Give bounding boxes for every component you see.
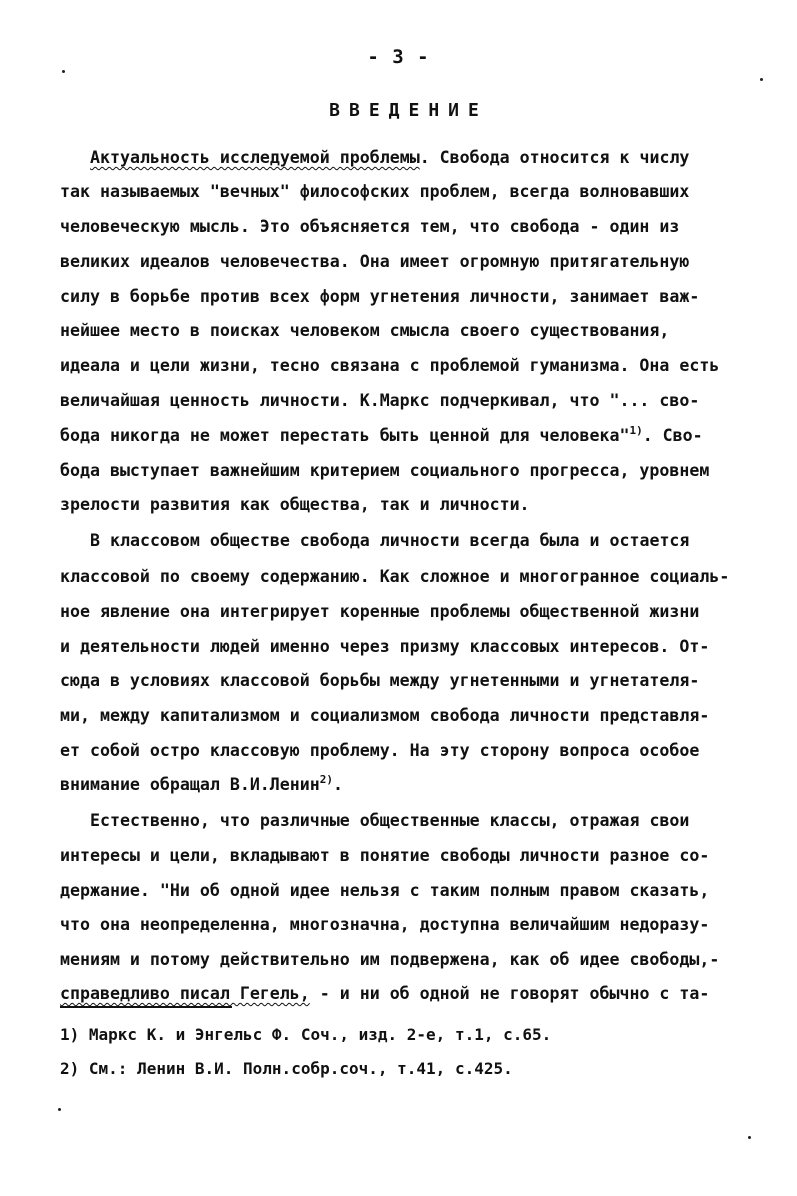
footnote-2: 2) См.: Ленин В.И. Полн.собр.соч., т.41, с.425. <box>60 1059 513 1078</box>
text-line: интересы и цели, вкладывают в понятие свободы личности разное со- <box>60 846 710 865</box>
text-line: нейшее место в поисках человеком смысла своего существования, <box>60 321 670 340</box>
speck <box>760 78 763 81</box>
text-line: что она неопределенна, многозначна, доступна величайшим недоразу- <box>60 915 710 934</box>
page-number: - 3 - <box>367 46 430 68</box>
text-span: бода никогда не может перестать быть ценной для человека" <box>60 426 630 445</box>
speck <box>62 70 65 73</box>
footnote-rule <box>60 1006 232 1008</box>
text-line: бода выступает важнейшим критерием социального прогресса, уровнем <box>60 461 710 480</box>
text-line: и деятельности людей именно через призму классовых интересов. От- <box>60 637 710 656</box>
text-line: зрелости развития как общества, так и личности. <box>60 495 530 514</box>
text-span: . Свобода относится к числу <box>419 148 690 167</box>
speck <box>58 1108 61 1111</box>
text-line <box>60 419 750 453</box>
text-line: человеческую мысль. Это объясняется тем, что свобода - один из <box>60 217 680 236</box>
text-line: величайшая ценность личности. К.Маркс подчеркивал, что "... сво- <box>60 391 700 410</box>
text-line: силу в борьбе против всех форм угнетения личности, занимает важ- <box>60 287 700 306</box>
text-line: ное явление она интегрирует коренные проблемы общественной жизни <box>60 602 700 621</box>
text-line: ми, между капитализмом и социализмом свобода личности представля- <box>60 706 710 725</box>
text-line: держание. "Ни об одной идее нельзя с таким полным правом сказать, <box>60 881 710 900</box>
text-line: Естественно, что различные общественные классы, отражая свои <box>90 811 690 830</box>
footnote-1: 1) Маркс К. и Энгельс Ф. Соч., изд. 2-е, т.1, с.65. <box>60 1025 552 1044</box>
text-line: великих идеалов человечества. Она имеет огромную притягательную <box>60 252 690 271</box>
text-line: В классовом обществе свобода личности всегда была и остается <box>90 531 690 550</box>
footnote-ref: 1) <box>629 424 643 437</box>
text-line: сюда в условиях классовой борьбы между угнетенными и угнетателя- <box>60 671 700 690</box>
text-line: мениям и потому действительно им подвержена, как об идее свободы,- <box>60 950 720 969</box>
page-title: ВВЕДЕНИЕ <box>329 100 488 121</box>
text-line: классовой по своему содержанию. Как сложное и многогранное социаль- <box>60 567 730 586</box>
text-line: так называемых "вечных" философских проблем, всегда волновавших <box>60 182 690 201</box>
text-line <box>60 768 750 802</box>
speck <box>748 1136 751 1139</box>
text-line: идеала и цели жизни, тесно связана с проблемой гуманизма. Она есть <box>60 356 720 375</box>
text-line <box>60 141 750 175</box>
text-span: внимание обращал В.И.Ленин <box>60 775 320 794</box>
text-span: . Сво- <box>642 426 703 445</box>
text-span: - и ни об одной не говорят обычно с та- <box>309 984 710 1003</box>
text-span: . <box>333 775 343 794</box>
text-line: ет собой остро классовую проблему. На эту сторону вопроса особое <box>60 741 700 760</box>
section-heading: Актуальность исследуемой проблемы <box>90 148 420 167</box>
underlined-phrase: справедливо писал Гегель, <box>60 984 310 1003</box>
footnote-ref: 2) <box>319 773 333 786</box>
